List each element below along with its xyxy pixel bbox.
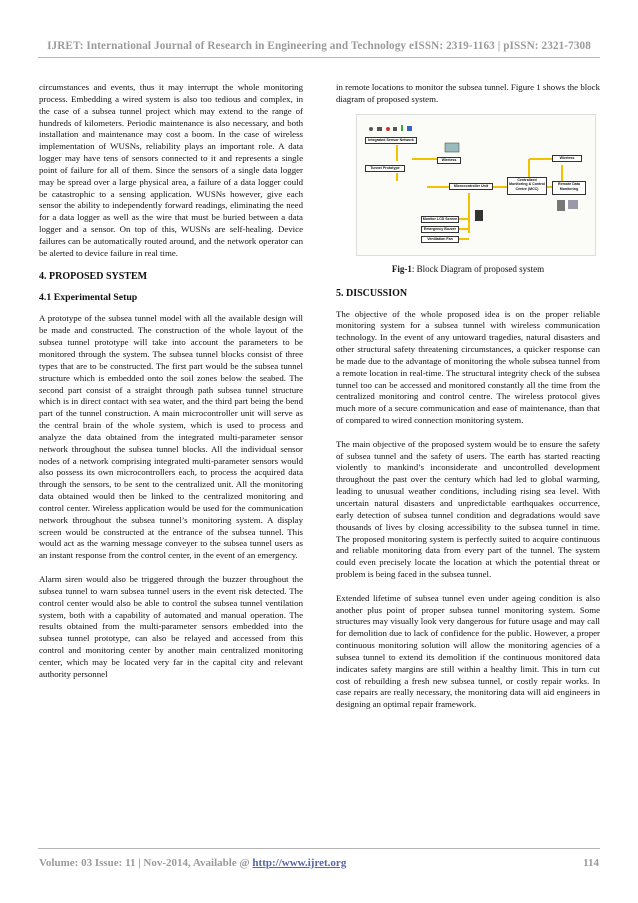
paragraph-discussion-2: The main objective of the proposed system would be to ensure the safety of subsea tunnel and the safety of users. The earth has started reacting violently to mankind’s inconsiderate and uncontrolled development throughout the past over the century which had led to global warming, leading to unusual weather conditions, including rising sea level. With uncertain natural disasters and unpredictable earthquakes occurrence, early detection of subsea tunnel condition and degradations would save thousands of lives by closing accessibility to the subsea tunnel in time. The proposed monitoring system is perfectly suited to acquire continuous and reliable monitoring data from every part of the tunnel. The system could even precisely locate the location at which the potential threat or problem is being faced in the subsea tunnel. [336, 438, 600, 580]
block-ventilation-fan: Ventilation Fan [421, 236, 459, 243]
paragraph-setup: A prototype of the subsea tunnel model with all the available design will be made and constructed. The construction of the whole layout of the subsea tunnel prototype will take into account the parameters to be monitored through the system. The subsea tunnel blocks consist of three types that are to be constructed. The first part would be the subsea tunnel structure which is embedded onto the soil zones below the seabed. The second part consist of a straight through path subsea tunnel structure which is in direct contact with sea water, and the third part being the bend part of the tunnel construction. A main microcontroller unit will serve as the central brain of the whole system, which is used to process and analyze the data obtained from the integrated multi-parameter sensor network throughout the subsea tunnel blocks. All the individual sensor nodes of a network comprising integrated multi-parameter sensors would also possess its own microcontrollers each, to process the acquired data through the sensors, to be sent to the centralized unit. All the monitoring data obtained would then be linked to the centralized monitoring and control center. Wireless application would be used for the communication network throughout the subsea tunnel’s monitoring system. A display screen would be constructed at the entrance of the subsea tunnel. This would act as the warning message conveyer to the subsea tunnel users as an instant response from the control center, in the event of an emergency. [39, 313, 303, 561]
block-microcontroller: Microcontroller Unit [449, 183, 493, 190]
block-wireless-left: Wireless [437, 157, 461, 164]
footer-divider [38, 848, 600, 849]
paragraph-discussion-1: The objective of the whole proposed idea is on the proper reliable monitoring system for a subsea tunnel with wireless communication technology. In the event of any untoward tragedies, natural disasters and other structural safety threatening circumstances, a quicker response can be made due to the advantage of monitoring the whole subsea tunnel from a remote location in real-time. The structural integrity check of the subsea tunnel too can be accessed and monitored constantly all the time from the centralized monitoring and control centre. The wireless protocol gives much more of a secure communication and ease of maintenance, than that of compared to wired connection monitoring system. [336, 308, 600, 426]
right-column [336, 82, 600, 711]
figure-caption-label: Fig-1 [391, 263, 412, 274]
footer [39, 857, 599, 869]
footer-journal-link[interactable]: http://www.ijret.org [252, 857, 347, 869]
section-title-discussion: 5. DISCUSSION [336, 287, 408, 299]
block-sensor-network: Integrated Sensor Network [365, 137, 417, 144]
paragraph-intro: circumstances and events, thus it may interrupt the whole monitoring process. Embedding a wired system is also too tedious and complex, in the case of a subsea tunnel project which may extend to the range of hundreds of kilometers. Periodic maintenance is also necessary, and both installation and maintenance may cost a boom. In the case of wireless implementation of WUSNs, reliability plays an important role. A data logger may have tens of sensors connected to it and represents a single point of failure for all of them. Since the sensors of a single data logger may be spread over a large physical area, a failure of a data logger could be catastrophic to a sensing application. WUSNs however, give each sensor the ability to independently forward readings, eliminating the need for a data logger as well as the wire that must be buried between a data logger and a sensor. On top of this, WUSNs are self-healing. Device failures can be automatically routed around, and the network operator can be alerted to device failure in real time. [39, 82, 303, 258]
block-wireless-right: Wireless [552, 155, 582, 162]
paragraph-alarm: Alarm siren would also be triggered through the buzzer throughout the subsea tunnel to warn subsea tunnel users in the event risk detected. The control center would also be able to control the subsea tunnel ventilation system, both with a capability of automated and manual operation. The results obtained from the multi-parameter sensors embedded into the subsea tunnel prototype, can also be relayed and accessed from this control and monitoring center by another main centralized monitoring center, which may be located very far in the capital city and relevant authority personnel [39, 573, 303, 679]
left-column [39, 82, 303, 681]
block-centralized-mcc: Centralized Monitoring & Control Centre (MCC) [507, 177, 547, 195]
section-title-proposed-system: 4. PROPOSED SYSTEM [39, 271, 148, 283]
figure-caption-text: : Block Diagram of proposed system [411, 263, 545, 274]
block-buzzer: Emergency Buzzer [421, 226, 459, 233]
subsection-title-experimental-setup: 4.1 Experimental Setup [39, 292, 138, 304]
journal-header: IJRET: International Journal of Research in Engineering and Technology eISSN: 2319-1163 | pISSN: 2321-7308 [47, 40, 591, 52]
block-remote-monitoring: Remote Data Monitoring [552, 181, 586, 195]
block-diagram-figure [356, 114, 596, 256]
block-lcd-screen: Monitor LCD Screen [422, 216, 458, 221]
block-tunnel-prototype: Tunnel Prototype [365, 165, 405, 172]
header-divider [38, 57, 600, 58]
page-number: 114 [583, 857, 599, 869]
footer-volume-info: Volume: 03 Issue: 11 | Nov-2014, Available @ [39, 857, 253, 869]
figure-caption [336, 264, 600, 276]
paragraph-discussion-3: Extended lifetime of subsea tunnel even under ageing condition is also another plus point of proper subsea tunnel monitoring system. Some structures may visually look very dangerous for future usage and may call for demolition due to lack of confidence for the public. However, a proper continuous monitoring solution will allow the monitoring agencies of a subsea tunnel to extend its demolition if the continuous monitored data indicates safety margins are still within a healthy limit. This in turn cut cost of rebuilding a fresh new subsea tunnel, or costly repair works. In case repairs are really necessary, the monitoring data will aid engineers in designing an optimal repair framework. [336, 592, 600, 710]
paragraph-continued: in remote locations to monitor the subsea tunnel. Figure 1 shows the block diagram of proposed system. [336, 82, 600, 104]
